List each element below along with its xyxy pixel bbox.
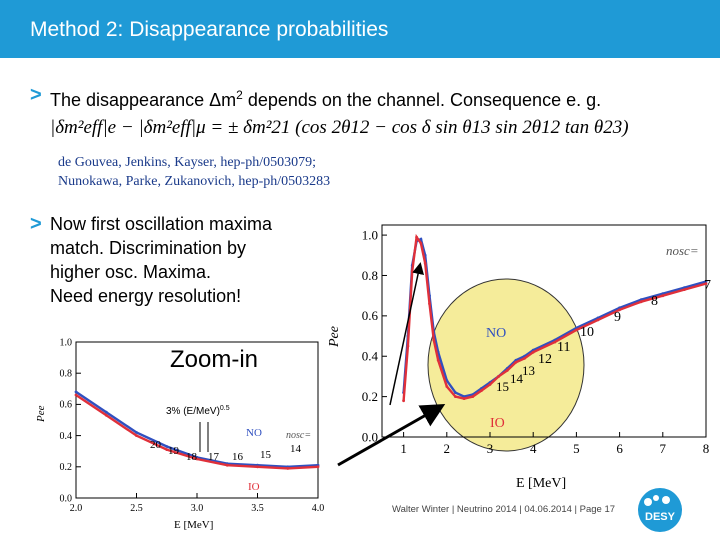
y-tick-label: 1.0 [59,337,72,349]
zoom-osc-15: 15 [260,449,271,461]
data-point-io [105,414,108,417]
x-tick-label: 2.0 [69,503,83,514]
osc-num-8: 8 [651,294,658,309]
data-point-io [640,300,643,303]
y-tick-label: 0.6 [59,399,72,411]
osc-num-10: 10 [580,325,594,340]
x-tick-label: 6 [616,441,623,456]
x-tick-label: 4.0 [311,503,325,514]
data-point-io [489,383,492,386]
bullet-2-line-3: higher osc. Maxima. [50,262,212,282]
x-tick-label: 1 [400,441,407,456]
logo-dot-2 [653,495,659,501]
osc-num-15: 15 [496,379,509,394]
data-point-io [286,467,289,470]
main-io-label: IO [490,416,505,431]
data-point-io [523,357,526,360]
data-point-io [497,375,500,378]
osc-num-11: 11 [557,340,571,355]
data-point-io [661,294,664,297]
zoom-osc-20: 20 [150,439,161,451]
logo-dot-3 [662,496,670,504]
zoom-arrow [338,407,440,465]
main-no-label: NO [486,326,507,341]
x-tick-label: 8 [702,441,710,456]
bullet-2-line-2: match. Discrimination by [50,238,247,258]
bullet-2-line-4: Need energy resolution! [50,286,242,306]
data-point-io [471,395,474,398]
data-point-io [420,242,423,245]
formula-svg [50,110,680,144]
zoom-no-label: NO [246,427,262,439]
zoom-osc-14: 14 [290,443,301,455]
series-line-no [76,392,318,467]
y-tick-label: 0.0 [361,429,378,445]
zoom-ylabel: Pee [35,405,47,422]
osc-num-9: 9 [614,310,621,325]
data-point-io [553,341,556,344]
delta-m-symbol: Δm [209,90,237,110]
data-point-io [454,395,457,398]
osc-num-7: 7 [704,278,711,293]
data-point-io [415,236,418,239]
zoom-osc-18: 18 [186,451,197,463]
zoom-io-label: IO [248,481,260,493]
osc-num-12: 12 [538,352,552,367]
data-point-io [432,339,435,342]
data-point-io [256,465,259,468]
data-point-io [75,394,78,397]
highlight-ellipse [428,279,584,451]
data-point-io [575,329,578,332]
y-tick-label: 0.0 [59,493,72,505]
logo-circle [638,488,682,532]
bullet-2-line-1: Now first oscillation maxima [50,214,273,234]
data-point-io [683,288,686,291]
zoom-osc-17: 17 [208,451,219,463]
data-point-no [75,391,78,394]
bullet-2-text [50,212,272,308]
data-point-no [105,411,108,414]
x-tick-label: 7 [659,441,667,456]
data-point-io [532,351,535,354]
data-point-io [317,465,320,468]
data-point-io [445,385,448,388]
slide-title: Method 2: Disappearance probabilities [30,18,389,41]
zoom-chart-lines [75,391,320,470]
y-tick-label: 0.4 [59,430,72,442]
main-nosc-label: nosc= [666,243,699,258]
x-tick-label: 2 [443,441,451,456]
bullet-1-after: depends on the channel. Consequence e. g. [242,90,602,110]
data-point-io [515,361,518,364]
y-tick-label: 0.8 [59,368,72,380]
logo-text: DESY [645,511,675,523]
resolution-label: 3% $(E/MeV)^{0.5}$ [166,405,230,417]
bullet-marker-1: > [30,84,42,106]
y-tick-label: 0.2 [361,388,378,404]
data-point-io [226,464,229,467]
zoom-in-label: Zoom-in [170,346,259,373]
arrow-overlay-2 [380,255,430,415]
reference-2: Nunokawa, Parke, Zukanovich, hep-ph/0503283 [58,174,331,189]
reference-1: de Gouvea, Jenkins, Kayser, hep-ph/0503079; [58,155,316,170]
title-bar [0,0,720,58]
bullet-1-text [50,83,601,112]
y-tick-label: 0.8 [361,267,378,283]
y-tick-label: 1.0 [361,227,378,243]
desy-logo [630,486,690,536]
footer-text: Walter Winter | Neutrino 2014 | 04.06.2014 | Page 17 [392,504,616,515]
y-tick-label: 0.2 [59,462,72,474]
data-point-io [463,397,466,400]
data-point-no [454,391,457,394]
x-tick-label: 3.5 [251,503,264,514]
formula-text: |δm²eff|e − |δm²eff|μ = ± δm²21 (cos 2θ12 − cos δ sin θ13 sin 2θ12 tan θ23) [50,117,629,138]
main-xlabel: E [MeV] [516,476,567,490]
logo-dot-1 [644,498,652,506]
references [58,153,330,191]
peak-arrow [390,265,420,405]
data-point-io [506,369,509,372]
data-point-io [437,359,440,362]
main-ylabel: Pee [327,326,342,347]
data-point-io [135,434,138,437]
delta-m-superscript: 2 [236,88,243,102]
x-tick-label: 5 [573,441,580,456]
bullet-marker-2: > [30,213,42,235]
y-tick-label: 0.4 [361,348,378,364]
zoom-nosc-label: nosc= [286,430,312,441]
data-point-io [597,319,600,322]
zoom-xlabel: E [MeV] [174,519,214,530]
osc-num-14: 14 [510,371,523,386]
x-tick-label: 3 [486,441,494,456]
x-tick-label: 3.0 [190,503,204,514]
bullet-1-before: The disappearance [50,90,210,110]
formula [50,110,680,149]
zoom-osc-16: 16 [232,451,243,463]
data-point-no [135,431,138,434]
osc-num-13: 13 [522,363,535,378]
x-tick-label: 2.5 [130,503,143,514]
zoom-osc-19: 19 [168,445,179,457]
y-tick-label: 0.6 [361,308,378,324]
x-tick-label: 4 [529,441,537,456]
data-point-io [480,389,483,392]
